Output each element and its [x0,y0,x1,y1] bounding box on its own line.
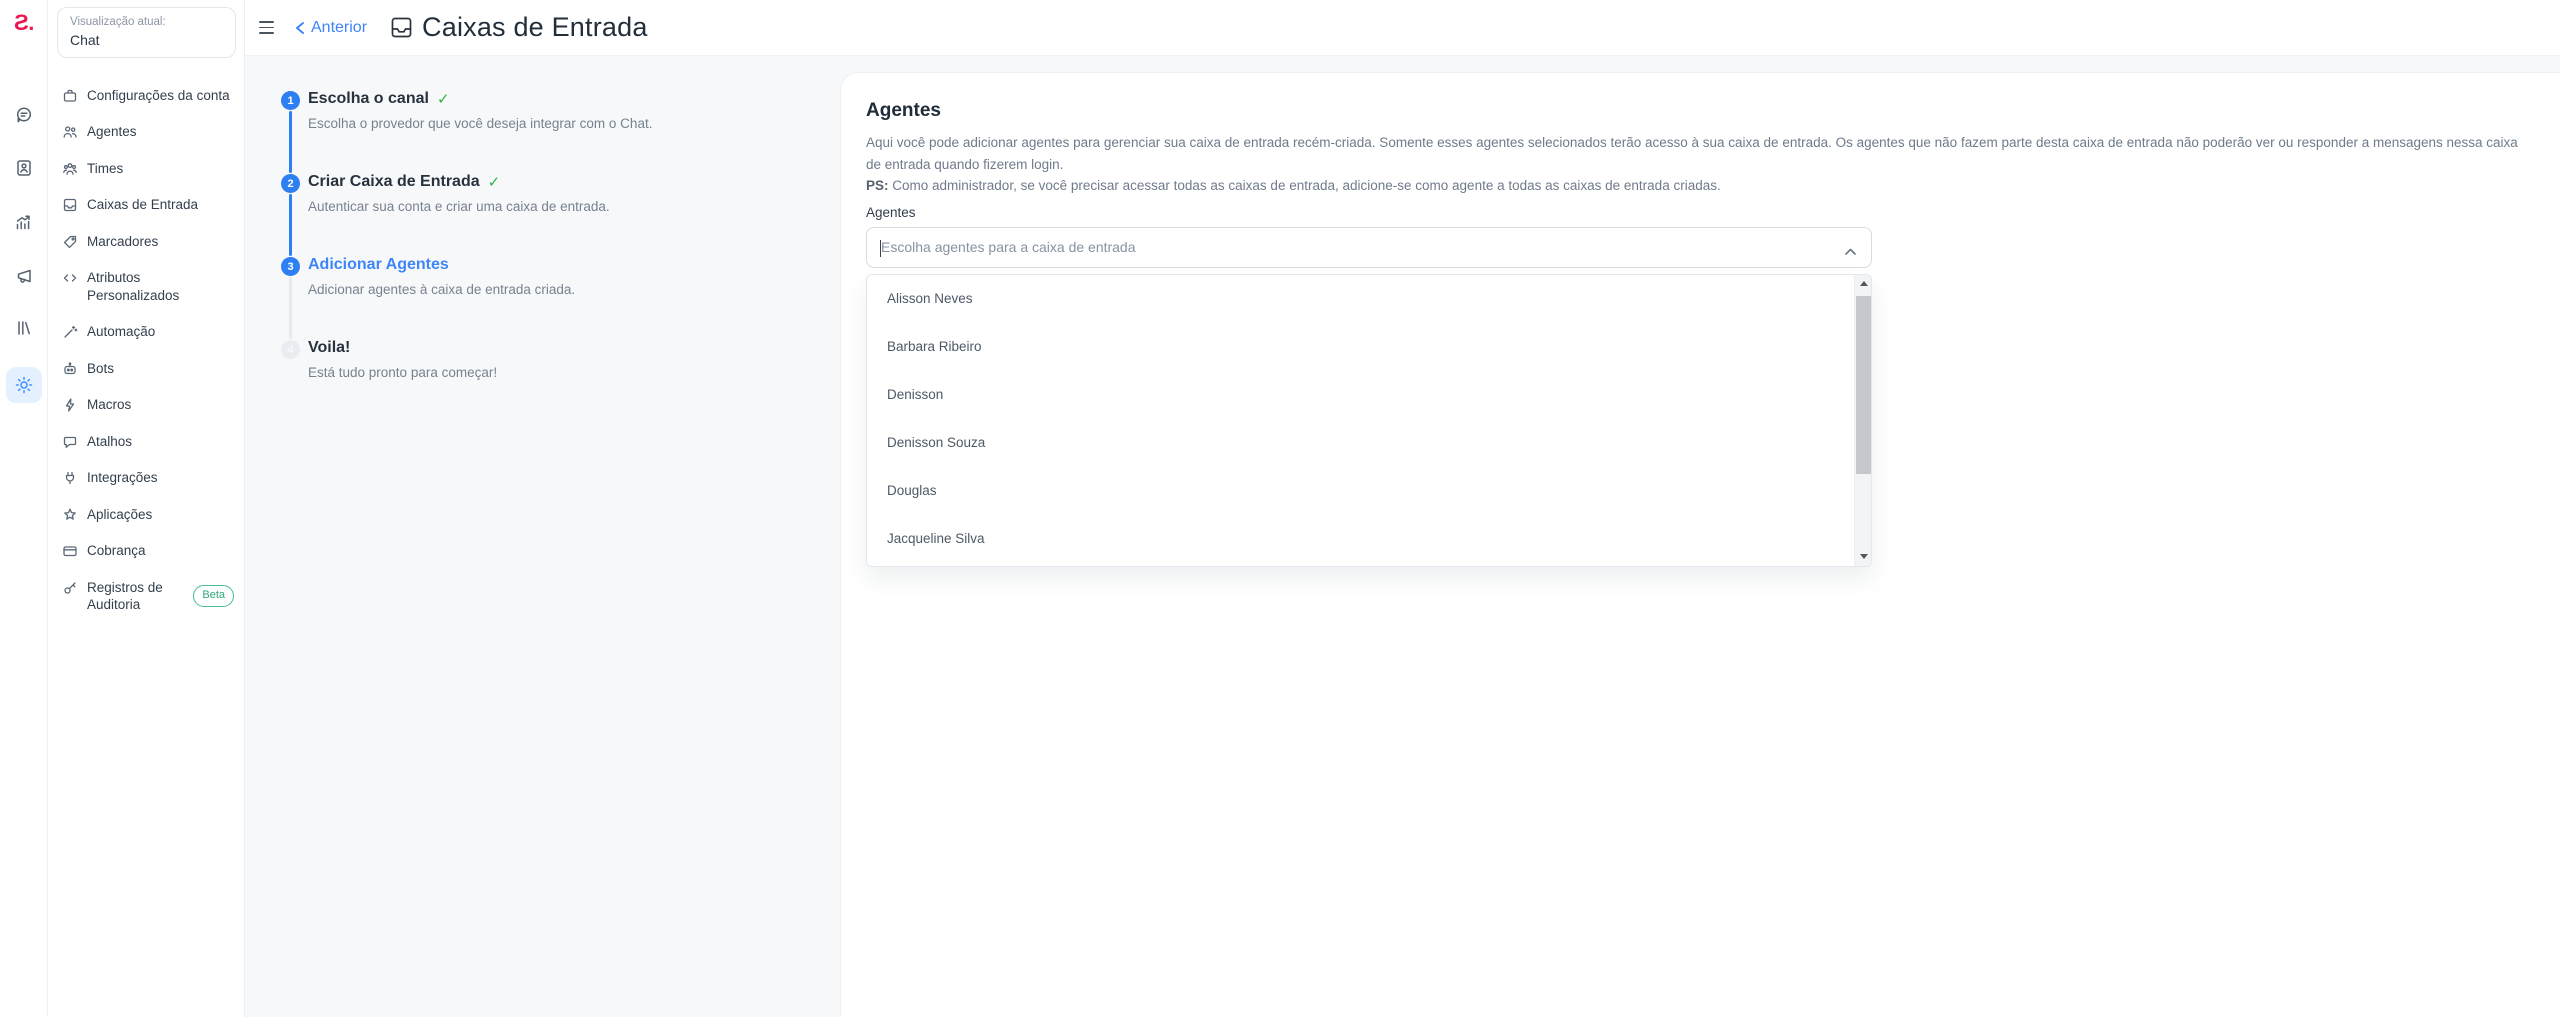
wizard-step-create-inbox: 2 Criar Caixa de Entrada ✓ Autenticar sua conta e criar uma caixa de entrada. [281,173,801,256]
sidebar-item-macros[interactable]: Macros [62,387,234,424]
tag-icon [62,234,78,250]
sidebar-item-teams[interactable]: Times [62,150,234,187]
sidebar-item-applications[interactable]: Aplicações [62,496,234,533]
brand-logo[interactable] [0,10,48,36]
inbox-icon [389,15,414,40]
briefcase-icon [62,88,78,104]
star-icon [62,507,78,523]
view-switcher-label: Visualização atual: [70,16,166,28]
agents-multiselect-input[interactable] [866,227,1872,268]
agent-option[interactable]: Denisson [887,387,944,402]
back-button[interactable]: Anterior [294,19,367,37]
page-header [245,0,2560,56]
wizard-steps [281,90,801,380]
wizard-step-choose-channel: 1 Escolha o canal ✓ Escolha o provedor que você deseja integrar com o Chat. [281,90,801,173]
contacts-icon[interactable] [14,158,34,178]
agents-search-input[interactable] [881,239,1836,255]
help-center-icon[interactable] [14,318,34,338]
flash-icon [62,397,78,413]
brand-logo-dot: . [28,10,34,35]
page-title: Caixas de Entrada [422,12,648,42]
plug-icon [62,470,78,486]
chevron-left-icon [294,21,306,35]
people-icon [62,124,78,140]
agents-dropdown-list [866,274,1872,567]
chat-bubble-icon [62,434,78,450]
wand-icon [62,324,78,340]
view-switcher[interactable] [57,7,236,58]
sidebar-item-billing[interactable]: Cobrança [62,533,234,570]
sidebar-item-agents[interactable]: Agentes [62,114,234,151]
check-icon [488,173,501,191]
agent-option[interactable]: Denisson Souza [887,435,986,450]
team-icon [62,161,78,177]
settings-sidebar [48,0,245,1017]
sidebar-toggle-icon[interactable] [259,18,277,37]
sidebar-item-integrations[interactable]: Integrações [62,460,234,497]
conversations-icon[interactable] [14,105,34,125]
add-agents-panel [840,72,2560,1017]
primary-sidebar-rail [0,0,48,1017]
agents-field-label: Agentes [866,204,916,220]
sidebar-item-labels[interactable]: Marcadores [62,223,234,260]
reports-icon[interactable] [14,212,34,232]
settings-menu [62,77,234,623]
view-switcher-value: Chat [70,32,100,48]
content-area [245,56,2560,1017]
beta-badge: Beta [193,585,234,608]
wizard-step-add-agents: 3 Adicionar Agentes Adicionar agentes à caixa de entrada criada. [281,256,801,339]
chevron-up-icon[interactable] [1844,243,1857,252]
sidebar-item-automation[interactable]: Automação [62,314,234,351]
sidebar-item-bots[interactable]: Bots [62,350,234,387]
agent-option[interactable]: Barbara Ribeiro [887,339,982,354]
panel-description: Aqui você pode adicionar agentes para gerenciar sua caixa de entrada recém-criada. Somente esses agentes selecionados terão acesso à sua caixa de entrada. Os agentes que não fazem parte desta caixa de entrada não poderão ver ou responder a mensagens nessa caixa de entrada quando fizerem login. [866,135,2518,172]
credit-card-icon [62,543,78,559]
bot-icon [62,361,78,377]
panel-ps-note: PS: Como administrador, se você precisar acessar todas as caixas de entrada, adicione-se como agente a todas as caixas de entrada criadas. [866,178,1721,193]
inbox-icon [62,197,78,213]
key-icon [62,580,78,596]
scroll-down-arrow-icon[interactable] [1855,548,1872,566]
sidebar-item-audit-logs[interactable]: Registros de Auditoria Beta [62,569,234,623]
step-number-badge: 3 [281,257,300,276]
brand-logo-letter: S [14,10,29,35]
step-number-badge: 1 [281,91,300,110]
campaigns-icon[interactable] [14,266,34,286]
code-icon [62,270,78,286]
agent-option[interactable]: Douglas [887,483,937,498]
sidebar-item-canned-responses[interactable]: Atalhos [62,423,234,460]
agent-option[interactable]: Jacqueline Silva [887,531,985,546]
step-number-badge: 4 [281,340,300,359]
panel-heading: Agentes [866,100,941,121]
agent-option[interactable]: Alisson Neves [887,291,973,306]
step-number-badge: 2 [281,174,300,193]
dropdown-scrollbar[interactable] [1854,275,1871,566]
scrollbar-thumb[interactable] [1856,296,1871,474]
sidebar-item-account-settings[interactable]: Configurações da conta [62,77,234,114]
settings-icon[interactable] [6,367,42,403]
check-icon [437,90,450,108]
sidebar-item-inboxes[interactable]: Caixas de Entrada [62,187,234,224]
sidebar-item-custom-attributes[interactable]: Atributos Personalizados [62,260,234,314]
scroll-up-arrow-icon[interactable] [1855,275,1872,293]
wizard-step-finish: 4 Voila! Está tudo pronto para começar! [281,339,801,380]
text-cursor [880,240,881,257]
